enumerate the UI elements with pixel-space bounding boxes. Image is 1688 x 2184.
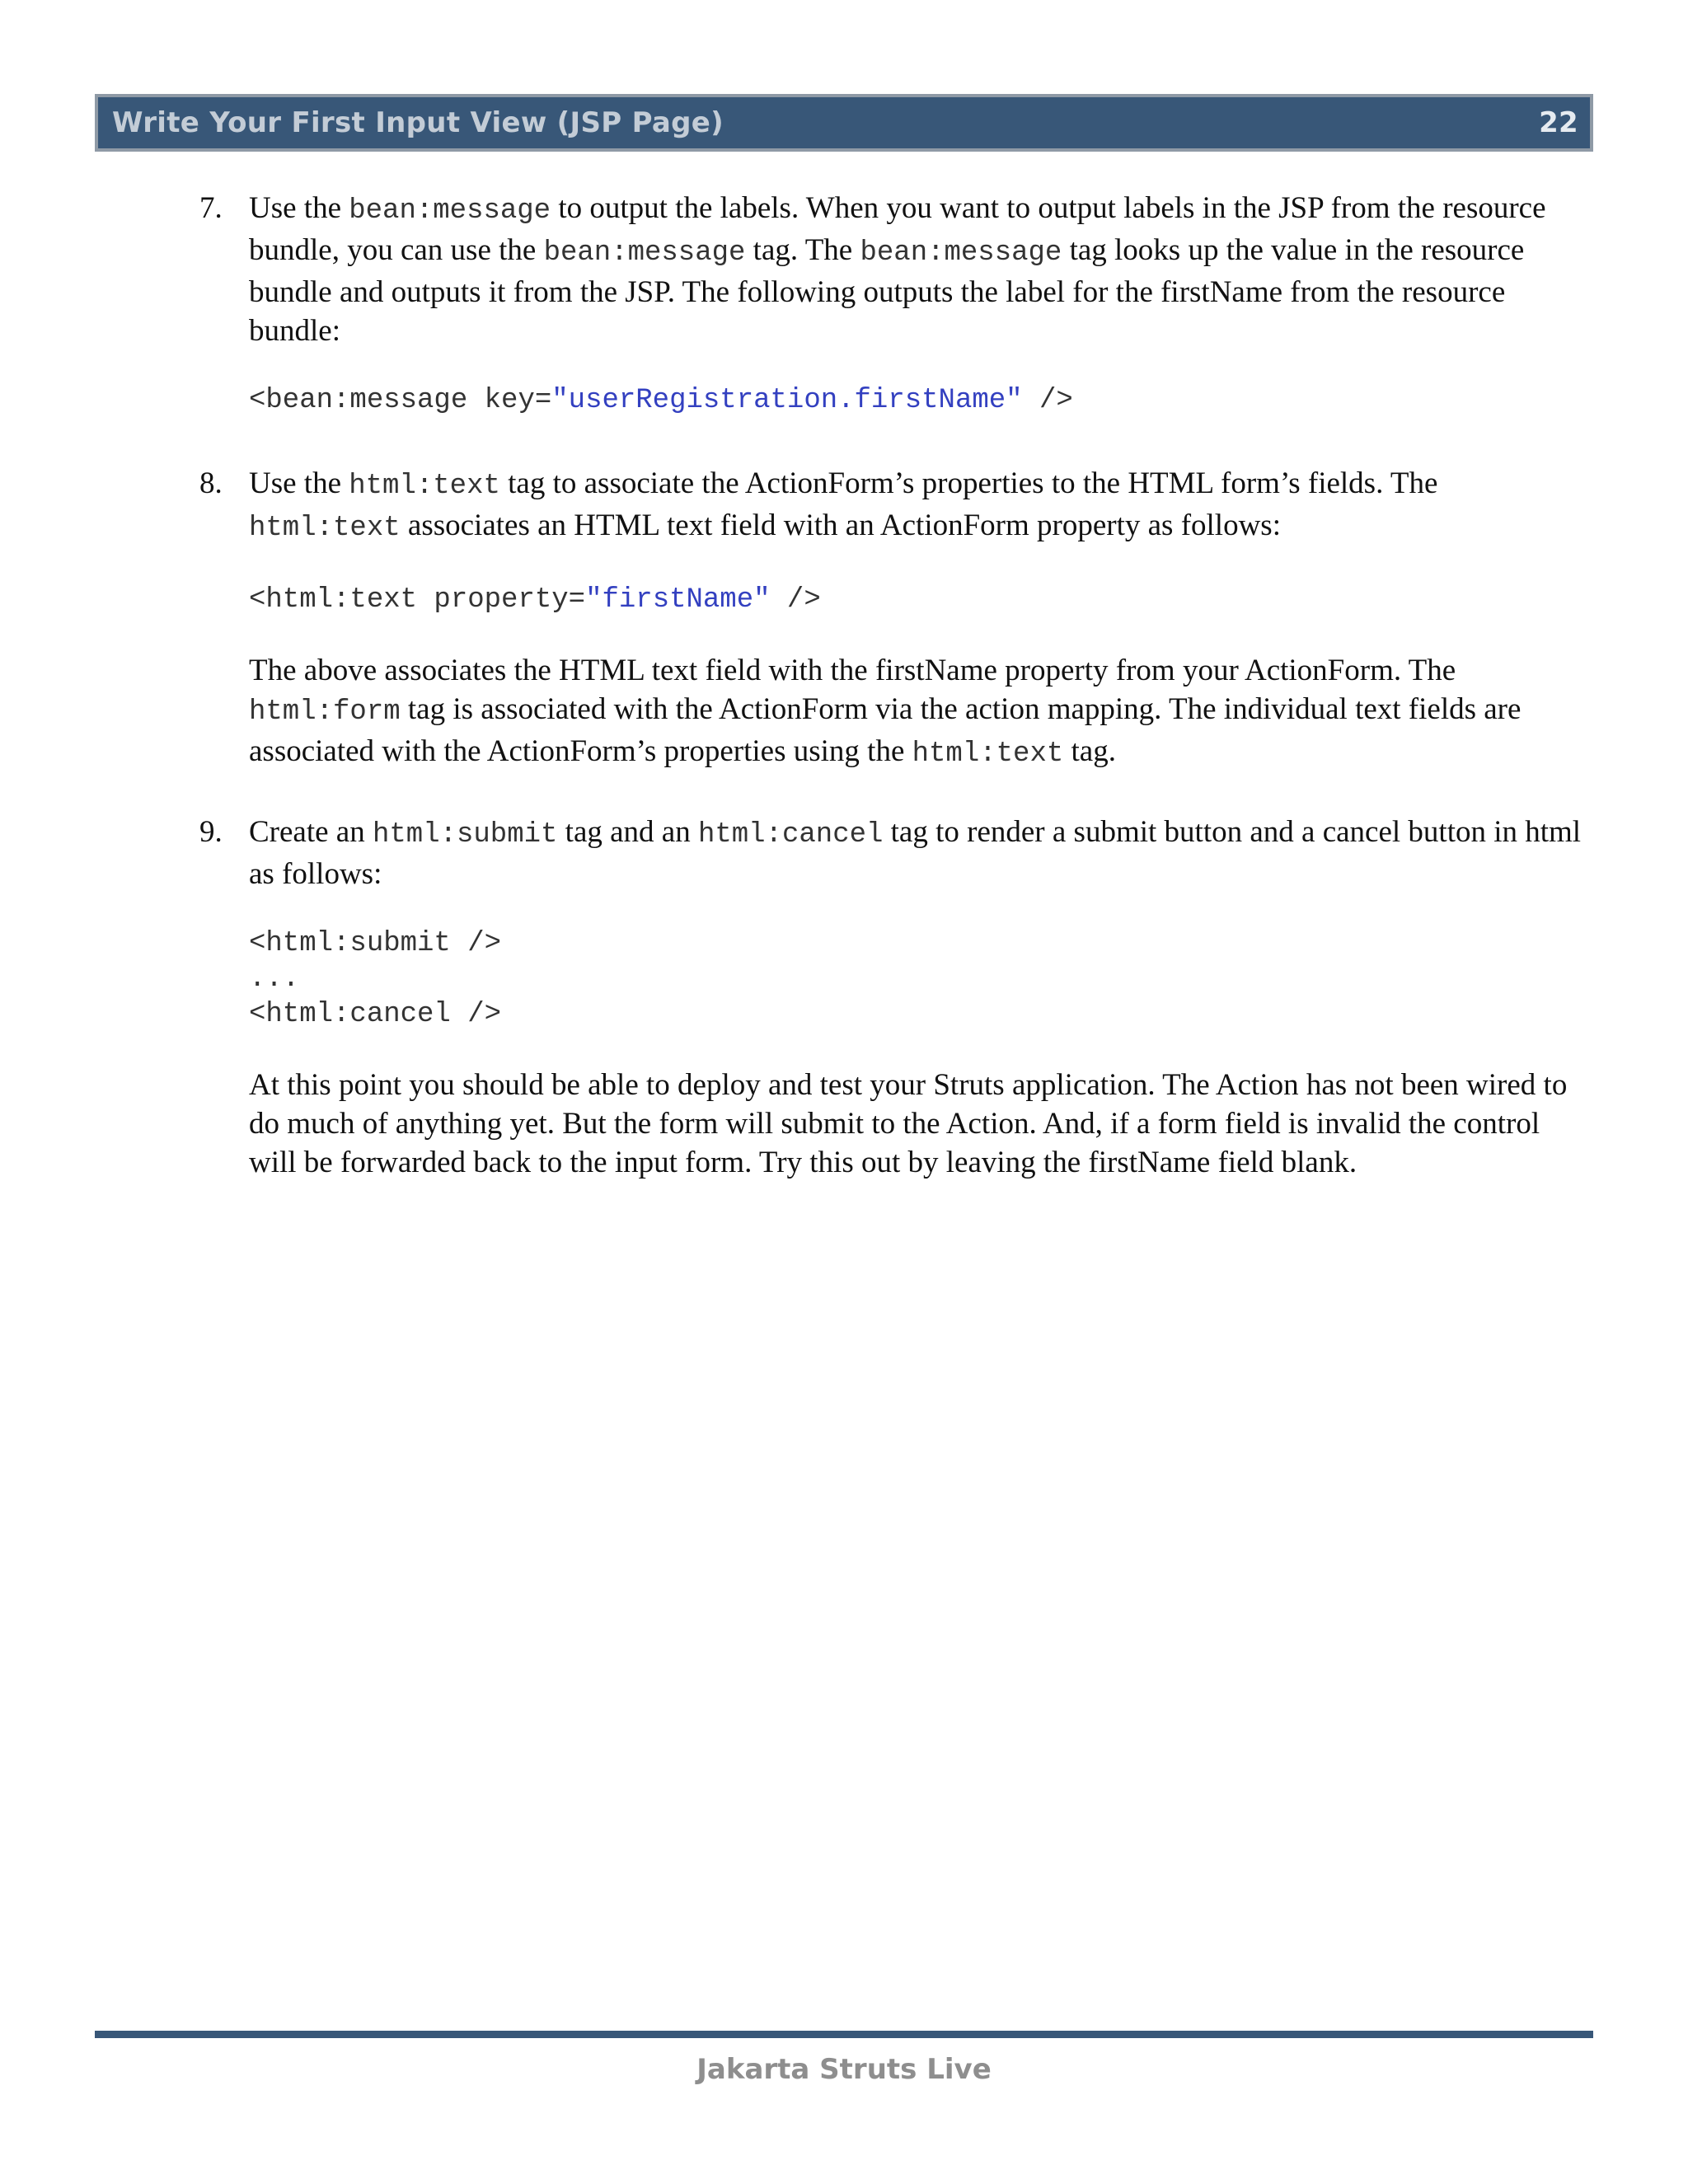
inline-code: bean:message — [349, 195, 551, 227]
text: The above associates the HTML text field with the firstName property from your ActionForm. The — [249, 654, 1456, 687]
footer-divider — [95, 2031, 1593, 2038]
code-string: "userRegistration.firstName" — [551, 385, 1023, 416]
code-text: <html:text property= — [249, 584, 586, 616]
text: to output the labels. When you want to output labels in the JSP from the resource bundle, you can use the — [249, 191, 1546, 267]
text: tag to render a submit button and a cancel button in html as follows: — [249, 815, 1582, 891]
code-string: "firstName" — [585, 584, 771, 616]
text: tag looks up the value in the resource bundle and outputs it from the JSP. The following outputs the label for the firstName from the resource bundle: — [249, 233, 1525, 348]
text: tag and an — [557, 815, 698, 849]
list-item-7 — [199, 189, 1592, 419]
code-block — [249, 383, 1592, 419]
text: Create an — [249, 815, 373, 849]
item-9-paragraph — [249, 813, 1592, 893]
item-number: 8. — [199, 466, 223, 500]
code-text: /> — [770, 584, 821, 616]
item-7-paragraph — [249, 189, 1592, 350]
page-number: 22 — [1539, 106, 1578, 139]
inline-code: html:text — [249, 513, 401, 544]
header-title: Write Your First Input View (JSP Page) — [112, 106, 724, 139]
item-8-paragraph-2 — [249, 651, 1592, 774]
page-header — [95, 94, 1593, 152]
code-block — [249, 926, 1592, 1033]
inline-code: html:form — [249, 696, 401, 728]
inline-code: bean:message — [543, 237, 746, 269]
code-block — [249, 583, 1592, 618]
inline-code: html:submit — [372, 819, 558, 851]
text: Use the — [249, 191, 349, 225]
code-line: <html:cancel /> — [249, 999, 502, 1030]
footer-title: Jakarta Struts Live — [696, 2053, 992, 2086]
item-9-paragraph-2: At this point you should be able to deploy and test your Struts application. The Action has not been wired to do much of anything yet. But the form will submit to the Action. And, if a form field is invalid the control will be forwarded back to the input form. Try this out by leaving the firstName field blank. — [249, 1068, 1568, 1179]
code-line: <html:submit /> — [249, 928, 502, 959]
list-item-9 — [199, 813, 1592, 1182]
text: tag. — [1063, 734, 1116, 768]
inline-code: html:text — [912, 738, 1064, 770]
code-text: <bean:message key= — [249, 385, 552, 416]
page-content — [199, 189, 1592, 1182]
text: tag. The — [745, 233, 860, 267]
list-item-8 — [199, 464, 1592, 774]
text: associates an HTML text field with an ActionForm property as follows: — [400, 509, 1281, 542]
inline-code: html:text — [349, 471, 500, 502]
inline-code: bean:message — [860, 237, 1062, 269]
text: tag to associate the ActionForm’s properties to the HTML form’s fields. The — [499, 466, 1438, 500]
item-number: 9. — [199, 815, 223, 849]
code-line: ... — [249, 963, 300, 995]
inline-code: html:cancel — [697, 819, 884, 851]
text: tag is associated with the ActionForm via the action mapping. The individual text fields are associated with the ActionForm’s properties using the — [249, 692, 1522, 768]
item-8-paragraph — [249, 464, 1592, 548]
item-number: 7. — [199, 191, 223, 225]
code-text: /> — [1022, 385, 1073, 416]
text: Use the — [249, 466, 349, 500]
